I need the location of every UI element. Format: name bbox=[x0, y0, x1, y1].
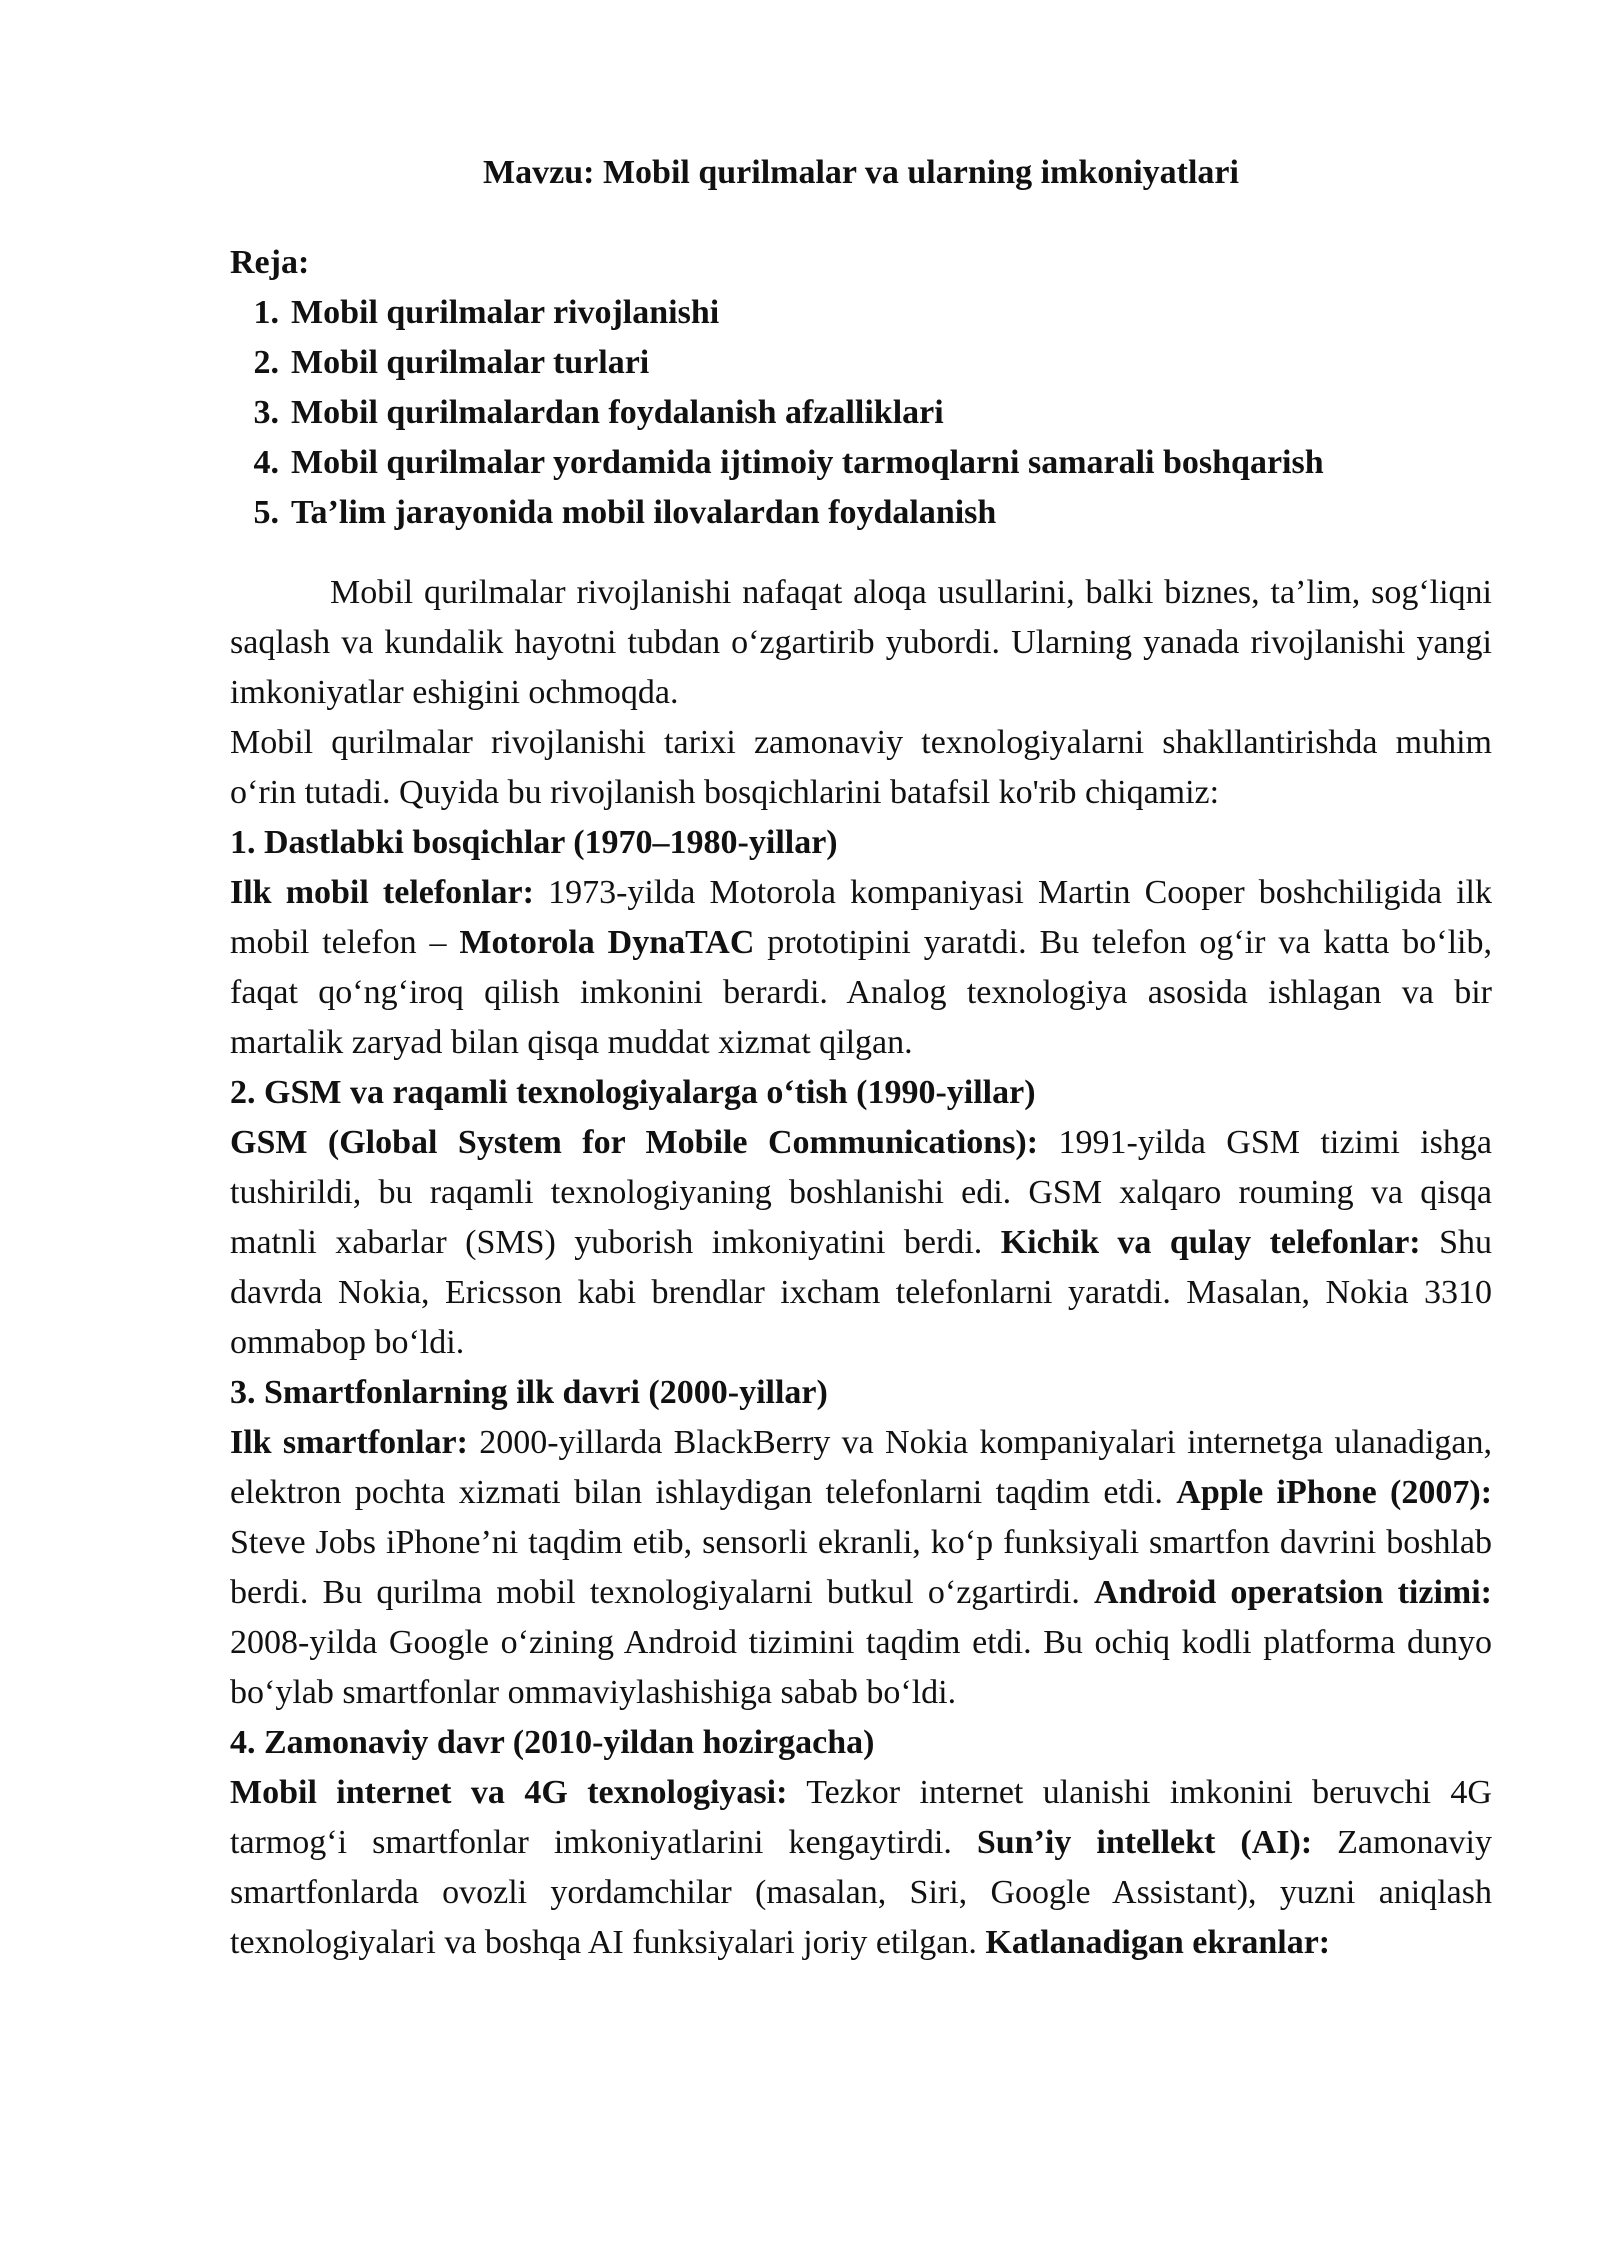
body-text: 2008-yilda Google o‘zining Android tizimini taqdim etdi. Bu ochiq kodli platforma dunyo bo‘ylab smartfonlar ommaviylashishiga sabab bo‘ldi. bbox=[230, 1624, 1492, 1711]
plan-item-text: Ta’lim jarayonida mobil ilovalardan foydalanish bbox=[291, 494, 997, 531]
plan-item-number: 1. bbox=[253, 294, 279, 331]
section-paragraph bbox=[230, 1118, 1492, 1368]
section-paragraph bbox=[230, 1418, 1492, 1718]
plan-item bbox=[230, 388, 1492, 438]
document-page bbox=[230, 148, 1492, 1968]
bold-term: Mobil internet va 4G texnologiyasi: bbox=[230, 1774, 788, 1811]
bold-term: Katlanadigan ekranlar: bbox=[985, 1924, 1331, 1961]
intro-paragraph: Mobil qurilmalar rivojlanishi nafaqat aloqa usullarini, balki biznes, ta’lim, sog‘liqni saqlash va kundalik hayotni tubdan o‘zgartirib yubordi. Ularning yanada rivojlanishi yangi imkoniyatlar eshigini ochmoqda. bbox=[230, 574, 1492, 711]
bold-term: Kichik va qulay telefonlar: bbox=[1000, 1224, 1421, 1261]
body-text: 1991-yilda GSM tizimi ishga tushirildi, bu raqamli texnologiyaning boshlanishi edi. GSM xalqaro rouming va qisqa matnli xabarlar (SMS) yuborish imkoniyatini berdi. bbox=[230, 1124, 1492, 1261]
body-text: Tezkor internet ulanishi imkonini beruvchi 4G tarmog‘i smartfonlar imkoniyatlarini kengaytirdi. bbox=[230, 1774, 1492, 1861]
bold-term: Motorola DynaTAC bbox=[459, 924, 755, 961]
plan-item bbox=[230, 338, 1492, 388]
body-text: 2000-yillarda BlackBerry va Nokia kompaniyalari internetga ulanadigan, elektron pochta xizmati bilan ishlaydigan telefonlarni taqdim etdi. bbox=[230, 1424, 1492, 1511]
body-text: Shu davrda Nokia, Ericsson kabi brendlar ixcham telefonlarni yaratdi. Masalan, Nokia 3310 ommabop bo‘ldi. bbox=[230, 1224, 1492, 1361]
bold-term: Sun’iy intellekt (AI): bbox=[976, 1824, 1313, 1861]
history-paragraph: Mobil qurilmalar rivojlanishi tarixi zamonaviy texnologiyalarni shakllantirishda muhim o‘rin tutadi. Quyida bu rivojlanish bosqichlarini batafsil ko'rib chiqamiz: bbox=[230, 724, 1492, 811]
body-text: 1973-yilda Motorola kompaniyasi Martin Cooper boshchiligida ilk mobil telefon – bbox=[230, 874, 1492, 961]
plan-list bbox=[230, 288, 1492, 538]
bold-term: Apple iPhone (2007): bbox=[1176, 1474, 1493, 1511]
bold-term: Android operatsion tizimi: bbox=[1094, 1574, 1492, 1611]
section-heading: 2. GSM va raqamli texnologiyalarga o‘tish (1990-yillar) bbox=[230, 1074, 1036, 1111]
body-text: Zamonaviy smartfonlarda ovozli yordamchilar (masalan, Siri, Google Assistant), yuzni aniqlash texnologiyalari va boshqa AI funksiyalari joriy etilgan. bbox=[230, 1824, 1493, 1961]
plan-item-text: Mobil qurilmalar rivojlanishi bbox=[291, 294, 720, 331]
section-heading: 4. Zamonaviy davr (2010-yildan hozirgacha) bbox=[230, 1724, 875, 1761]
plan-item-text: Mobil qurilmalar yordamida ijtimoiy tarmoqlarni samarali boshqarish bbox=[291, 444, 1324, 481]
section-paragraph bbox=[230, 1768, 1492, 1968]
plan-item-number: 3. bbox=[253, 394, 279, 431]
section-paragraph bbox=[230, 868, 1492, 1068]
plan-item-text: Mobil qurilmalardan foydalanish afzalliklari bbox=[291, 394, 944, 431]
plan-item bbox=[230, 288, 1492, 338]
body-text: Steve Jobs iPhone’ni taqdim etib, sensorli ekranli, ko‘p funksiyali smartfon davrini boshlab berdi. Bu qurilma mobil texnologiyalarni butkul o‘zgartirdi. bbox=[230, 1524, 1492, 1611]
body-text: prototipini yaratdi. Bu telefon og‘ir va katta bo‘lib, faqat qo‘ng‘iroq qilish imkonini berardi. Analog texnologiya asosida ishlagan va bir martalik zaryad bilan qisqa muddat xizmat qilgan. bbox=[230, 924, 1492, 1061]
bold-term: Ilk mobil telefonlar: bbox=[230, 874, 534, 911]
document-title: Mavzu: Mobil qurilmalar va ularning imkoniyatlari bbox=[483, 154, 1239, 191]
plan-item-text: Mobil qurilmalar turlari bbox=[291, 344, 650, 381]
plan-heading: Reja: bbox=[230, 244, 310, 281]
plan-item-number: 5. bbox=[253, 494, 279, 531]
plan-item-number: 4. bbox=[253, 444, 279, 481]
section-heading: 1. Dastlabki bosqichlar (1970–1980-yillar) bbox=[230, 824, 838, 861]
plan-item bbox=[230, 438, 1492, 488]
plan-item-number: 2. bbox=[253, 344, 279, 381]
section-heading: 3. Smartfonlarning ilk davri (2000-yillar) bbox=[230, 1374, 828, 1411]
bold-term: GSM (Global System for Mobile Communications): bbox=[230, 1124, 1039, 1161]
plan-item bbox=[230, 488, 1492, 538]
bold-term: Ilk smartfonlar: bbox=[230, 1424, 468, 1461]
